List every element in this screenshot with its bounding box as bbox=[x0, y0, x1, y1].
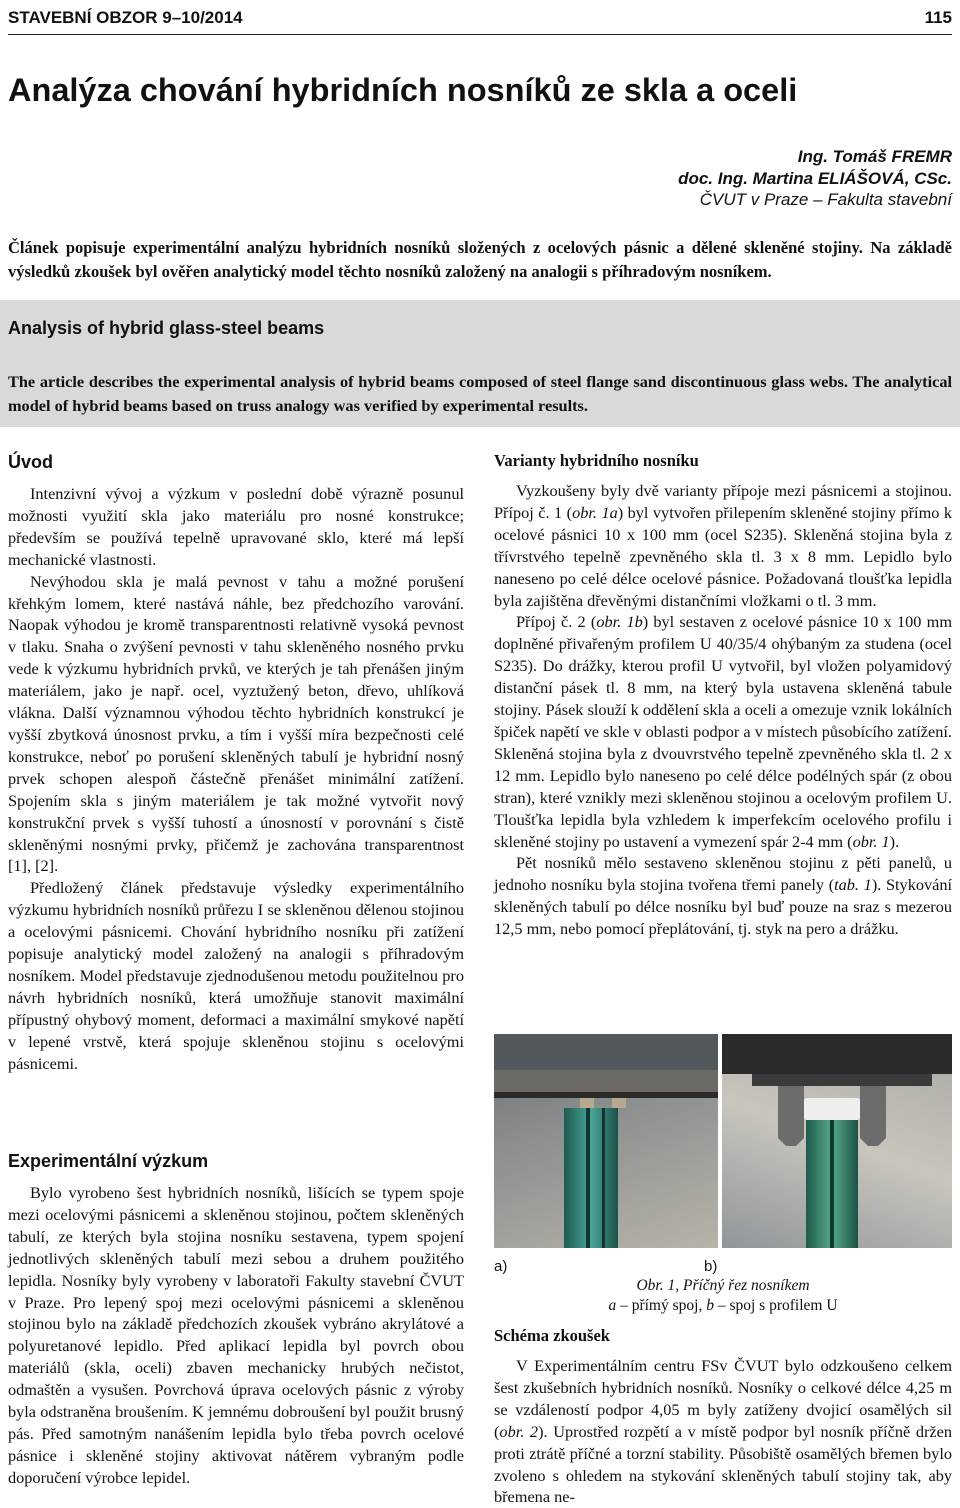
journal-issue: STAVEBNÍ OBZOR 9–10/2014 bbox=[8, 8, 243, 27]
photo-direct-joint bbox=[494, 1034, 718, 1248]
figure-label-b: b) bbox=[704, 1258, 718, 1275]
abstract-czech: Článek popisuje experimentální analýzu hybridních nosníků složených z ocelových pásnic a dělené skleněné stojiny. Na základě výsledků zkoušek byl ověřen analytický model těchto nosníků založený na analogii s příhradovým nosníkem. bbox=[8, 238, 952, 281]
paragraph: V Experimentálním centru FSv ČVUT bylo odzkoušeno celkem šest zkušebních hybridních nosníků. Nosníky o celkové délce 4,25 m se vzdáleností podpor 4,05 m byly zatíženy dvojicí osamělých sil (obr. 2). Uprostřed rozpětí a v místě podpor byl nosník příčně držen proti ztrátě příčné a torzní stability. Působiště osamělých břemen bylo zvoleno s ohledem na stykování skleněných tabulí stojiny tak, aby břemena ne- bbox=[494, 1356, 952, 1507]
author-2: doc. Ing. Martina ELIÁŠOVÁ, CSc. bbox=[678, 168, 952, 188]
paragraph: Bylo vyrobeno šest hybridních nosníků, lišících se typem spoje mezi ocelovými pásnicemi a skleněnou stojinou, počtem skleněných tabulí, ze kterých byla stojina nosníku sestavena, typem spojení jednotlivých skleněných tabulí mezi sebou a druhem použitého lepidla. Nosníky byly vyrobeny v laboratoři Fakulty stavební ČVUT v Praze. Pro lepený spoj mezi ocelovými pásnicemi a skleněnou stojinou bylo na základě předchozích zkoušek vybráno akrylátové a polyuretanové lepidlo. Před aplikací lepidla byl povrch obou materiálů (skla, oceli) zbaven mechanicky hrubých nečistot, odmaštěn a vysušen. Povrchová úprava ocelových pásnic z výroby byla odstraněna broušením. K jemnému dobroušení byl použit brusný pás. Před samotným nanášením lepidla bylo třeba povrch ocelové pásnice i skleněné stojiny aktivovat nátěrem vybraným podle doporučení výrobce lepidel. bbox=[8, 1183, 464, 1487]
photo-u-profile-joint bbox=[722, 1034, 952, 1248]
english-abstract-box bbox=[0, 300, 960, 427]
paragraph: Nevýhodou skla je malá pevnost v tahu a možné porušení křehkým lomem, které nastává náhle, bez předchozího varování. Naopak výhodou je kromě transparentnosti relativně vysoká pevnost v tlaku. Snaha o zvýšení pevnosti v tahu skleněného nosného prvku vede k výzkumu hybridních prvků, ve kterých je tah přenášen jiným materiálem, jako je např. ocel, vyztužený beton, dřevo, uhlíková vlákna. Další významnou výhodou těchto hybridních konstrukcí je vyšší zbytková únosnost prvku, a tím i vyšší míra bezpečnosti celé konstrukce, neboť po porušení skleněných tabulí je hybridní nosný prvek schopen alespoň částečně přenášet minimální zatížení. Spojením skla s jiným materiálem je tak možné vytvořit nový konstrukční prvek s vyšší tuhostí a únosností v porovnání s čistě skleněnými nosnými prvky, přičemž je zachována transparentnost [1], [2]. bbox=[8, 571, 464, 876]
figure-1 bbox=[494, 1034, 952, 1248]
section-heading-varianty: Varianty hybridního nosníku bbox=[494, 451, 699, 470]
english-title: Analysis of hybrid glass-steel beams bbox=[8, 318, 325, 338]
figure-reference: obr. 2 bbox=[499, 1421, 539, 1441]
figure-caption-legend: a – přímý spoj, b – spoj s profilem U bbox=[608, 1297, 838, 1314]
section-schema bbox=[494, 1326, 952, 1508]
figure-label-a: a) bbox=[494, 1258, 508, 1275]
paragraph: Předložený článek představuje výsledky experimentálního výzkumu hybridních nosníků průřezu I se skleněnou dělenou stojinou a ocelovými pásnicemi. Chování hybridního nosníku při zatížení popisuje analytický model založený na analogii s příhradovým nosníkem. Model představuje zjednodušenou metodu použitelnou pro návrh hybridních nosníků, která umožňuje stanovit maximální přípustný ohybový moment, deformaci a maximální smykové napětí v lepené vrstvě, která spojuje skleněnou stojinu s ocelovými pásnicemi. bbox=[8, 878, 464, 1073]
figure-reference: obr. 1 bbox=[852, 831, 890, 851]
article-title: Analýza chování hybridních nosníků ze skla a oceli bbox=[8, 72, 798, 108]
figure-reference: obr. 1a bbox=[572, 502, 618, 522]
photo-b-illustration bbox=[722, 1034, 952, 1248]
author-1: Ing. Tomáš FREMR bbox=[797, 147, 952, 166]
paragraph: Pět nosníků mělo sestaveno skleněnou stojinu z pěti panelů, u jednoho nosníku byla stojina tvořena třemi panely (tab. 1). Stykování skleněných tabulí po délce nosníku byl buď pouze na sraz s mezerou 12,5 mm, nebo pomocí přeplátování, tj. styk na pero a drážku. bbox=[494, 853, 953, 939]
running-header bbox=[8, 4, 952, 35]
author-block bbox=[678, 146, 952, 211]
affiliation: ČVUT v Praze – Fakulta stavební bbox=[699, 190, 952, 209]
figure-caption bbox=[494, 1276, 952, 1316]
paragraph: Přípoj č. 2 (obr. 1b) byl sestaven z ocelové pásnice 10 x 100 mm doplněné přivařeným profilem U 40/35/4 ohýbaným za studena (ocel S235). Do drážky, kterou profil U vytvořil, byl vložen polyamidový distanční pásek tl. 8 mm, na který byla ustavena skleněná tabule stojiny. Pásek slouží k oddělení skla a oceli a omezuje vznik lokálních špiček napětí ve skle v oblasti podpor a v místech působícího zatížení. Skleněná stojina byla z dvouvrstvého tepelně zpevněného skla tl. 2 x 12 mm. Lepidlo bylo naneseno po celé délce podélných spár (z obou stran), které vznikly mezi skleněnou stojinou a ocelovým profilem U. Tloušťka lepidla byla vzhledem k imperfekcím ocelového profilu i skleněné stojiny po ustavení a vymezení spár 2-4 mm (obr. 1). bbox=[494, 612, 952, 851]
section-experimental bbox=[8, 1151, 464, 1489]
paragraph: Intenzivní vývoj a výzkum v poslední době výrazně posunul možnosti využití skla jako materiálu pro nosné konstrukce; především se používá tepelně upravované sklo, které má lepší mechanické vlastnosti. bbox=[8, 484, 464, 569]
photo-a-illustration bbox=[494, 1034, 718, 1248]
section-heading-schema: Schéma zkoušek bbox=[494, 1326, 610, 1345]
section-varianty bbox=[494, 451, 952, 940]
section-uvod bbox=[8, 452, 464, 1074]
english-abstract: The article describes the experimental analysis of hybrid beams composed of steel flange sand discontinuous glass webs. The analytical model of hybrid beams based on truss analogy was verified by experimental results. bbox=[8, 372, 952, 415]
figure-caption-title: Obr. 1, Příčný řez nosníkem bbox=[636, 1277, 810, 1294]
section-heading-uvod: Úvod bbox=[8, 452, 53, 472]
paragraph: Vyzkoušeny byly dvě varianty přípoje mezi pásnicemi a stojinou. Přípoj č. 1 (obr. 1a) byl vytvořen přilepením skleněné stojiny přímo k ocelové pásnici 10 x 100 mm (ocel S235). Skleněná stojina byla z třívrstvého tepelně zpevněného skla tl. 3 x 8 mm. Lepidlo bylo naneseno po celé délce ocelové pásnice. Požadovaná tloušťka lepidla byla zajištěna dřevěnými distančními vložkami o tl. 3 mm. bbox=[494, 481, 953, 610]
section-heading-experimental: Experimentální výzkum bbox=[8, 1151, 209, 1171]
page-number: 115 bbox=[924, 8, 952, 27]
figure-reference: obr. 1b bbox=[596, 612, 643, 632]
table-reference: tab. 1 bbox=[834, 875, 872, 895]
